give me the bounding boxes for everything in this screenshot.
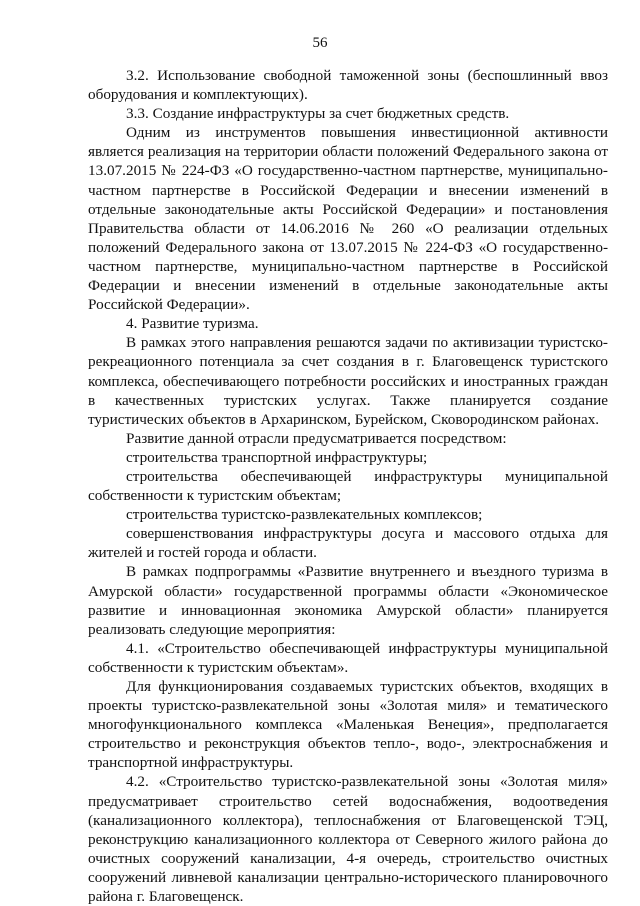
- paragraph-4-heading: 4. Развитие туризма.: [126, 315, 259, 333]
- list-item-leisure: совершенствования инфраструктуры досуга и массового отдыха для жителей и гостей города и области.: [88, 525, 608, 562]
- paragraph-tourism-tasks: В рамках этого направления решаются задачи по активизации туристско-рекреационного потенциала за счет создания в г. Благовещенск туристского комплекса, обеспечивающего потребности российских и иностранных граждан в качественных туристских услугах. Также планируется создание туристических объектов в Архаринском, Бурейском, Сковородинском районах.: [88, 334, 608, 428]
- paragraph-4-1: 4.1. «Строительство обеспечивающей инфраструктуры муниципальной собственности к туристским объектам».: [88, 639, 608, 676]
- paragraph-development-means: Развитие данной отрасли предусматривается посредством:: [126, 429, 507, 447]
- paragraph-subprogram: В рамках подпрограммы «Развитие внутреннего и въездного туризма в Амурской области» государственной программы области «Экономическое развитие и инновационная экономика Амурской области» планируется реализовать следующие мероприятия:: [88, 563, 608, 638]
- paragraph-3-3: 3.3. Создание инфраструктуры за счет бюджетных средств.: [126, 105, 510, 123]
- paragraph-investment: Одним из инструментов повышения инвестиционной активности является реализация на территории области положений Федерального закона от 13.07.2015 № 224-ФЗ «О государственно-частном партнерстве, муниципально-частном партнерстве в Российской Федерации и внесении изменений в отдельные законодательные акты Российской Федерации» и постановления Правительства области от 14.06.2016 № 260 «О реализации отдельных положений Федерального закона от 13.07.2015 № 224-ФЗ «О государственно-частном партнерстве, муниципально-частном партнерстве в Российской Федерации и внесении изменений в отдельные законодательные акты Российской Федерации».: [88, 124, 608, 314]
- paragraph-4-2: 4.2. «Строительство туристско-развлекательной зоны «Золотая миля» предусматривает строительство сетей водоснабжения, водоотведения (канализационного коллектора), теплоснабжения от Благовещенской ТЭЦ, реконструкцию канализационного коллектора от Северного жилого района до очистных сооружений канализации, 4-я очередь, строительство очистных сооружений ливневой канализации центрально-исторического планировочного района г. Благовещенск.: [88, 773, 608, 906]
- list-item-entertainment-complexes: строительства туристско-развлекательных комплексов;: [126, 506, 483, 524]
- paragraph-functioning: Для функционирования создаваемых туристских объектов, входящих в проекты туристско-развлекательной зоны «Золотая миля» и тематического многофункционального комплекса «Маленькая Венеция», предполагается строительство и реконструкция объектов тепло-, водо-, электроснабжения и транспортной инфраструктуры.: [88, 678, 608, 772]
- page-number: 56: [312, 35, 328, 51]
- document-body: [88, 66, 608, 906]
- paragraph-3-2: 3.2. Использование свободной таможенной зоны (беспошлинный ввоз оборудования и комплектующих).: [88, 67, 608, 104]
- list-item-municipal-infrastructure: строительства обеспечивающей инфраструктуры муниципальной собственности к туристским объектам;: [88, 467, 608, 505]
- list-item-transport: строительства транспортной инфраструктуры;: [126, 448, 428, 466]
